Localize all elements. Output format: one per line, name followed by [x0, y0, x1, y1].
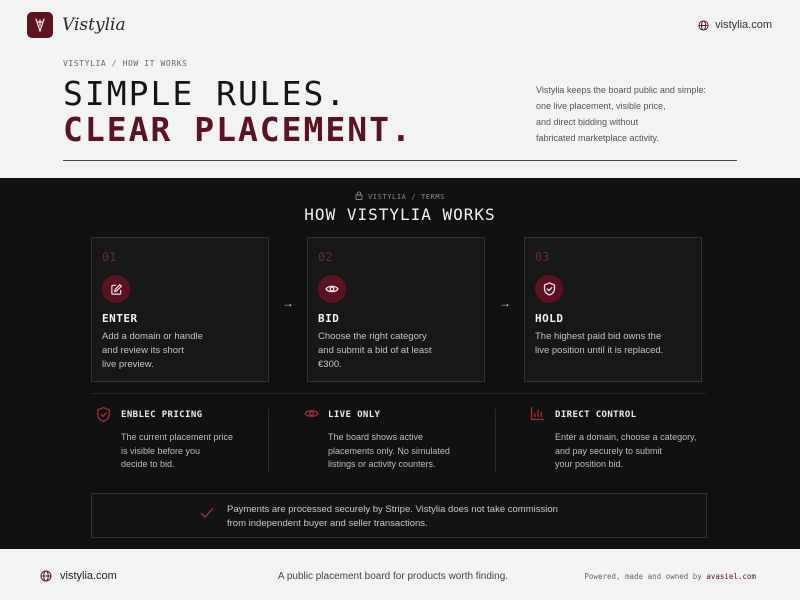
feature-title: DIRECT CONTROL	[555, 410, 637, 420]
lock-icon	[355, 191, 363, 200]
logo-icon	[27, 12, 53, 38]
feature-description-line: decide to bid.	[121, 459, 175, 469]
step-description	[318, 330, 478, 372]
hero-description-line: and direct bidding without	[536, 117, 639, 127]
step-card-hold	[524, 237, 702, 382]
eye-icon	[318, 275, 346, 303]
step-description-line: Add a domain or handle	[102, 331, 203, 342]
payment-notice	[91, 493, 707, 538]
feature-description-line: and pay securely to submit	[555, 445, 663, 456]
eye-icon	[303, 406, 320, 421]
feature-description-line: your position bid.	[555, 459, 624, 469]
feature-separator	[495, 409, 496, 473]
arrow-right-icon: →	[282, 296, 294, 310]
step-number: 03	[535, 250, 550, 264]
page-footer	[0, 549, 800, 600]
step-description	[535, 330, 695, 358]
terms-tag	[0, 191, 800, 201]
feature-title: LIVE ONLY	[328, 410, 381, 420]
step-description-line: live preview.	[102, 359, 154, 370]
features-divider	[91, 393, 706, 394]
feature-title: ENBLEC PRICING	[121, 410, 203, 420]
feature-separator	[268, 409, 269, 473]
step-description-line: €300.	[318, 359, 342, 370]
footer-site-link-label: vistylia.com	[60, 570, 117, 582]
breadcrumb: VISTYLIA / HOW IT WORKS	[63, 59, 188, 68]
feature-description-line: The current placement price	[121, 432, 234, 442]
feature-description-line: The board shows active	[328, 432, 424, 442]
step-title: ENTER	[102, 312, 138, 325]
step-number: 01	[102, 250, 117, 264]
footer-credit	[584, 572, 756, 581]
step-title: BID	[318, 312, 340, 325]
hero-title-line-1: SIMPLE RULES.	[63, 74, 348, 113]
check-icon	[200, 507, 214, 519]
shield-check-icon	[535, 275, 563, 303]
credit-link[interactable]: avasiel.com	[706, 572, 756, 581]
header-site-link-label: vistylia.com	[715, 19, 772, 31]
how-it-works-section	[0, 178, 800, 549]
hero-title-line-2: CLEAR PLACEMENT.	[63, 110, 413, 149]
step-title: HOLD	[535, 312, 564, 325]
step-card-enter	[91, 237, 269, 382]
brand-name: Vistylia	[62, 15, 126, 35]
footer-tagline: A public placement board for products worth finding.	[277, 571, 509, 582]
arrow-right-icon: →	[499, 296, 511, 310]
step-card-bid	[307, 237, 485, 382]
step-description-line: The highest paid bid owns the	[535, 331, 662, 342]
feature-description	[121, 431, 296, 472]
step-description-line: Choose the right category	[318, 331, 427, 342]
brand-logo-link[interactable]	[27, 12, 126, 38]
payment-notice-line: Payments are processed securely by Stripe. Vistylia does not take commission	[227, 504, 558, 515]
hero-description-line: fabricated marketplace activity.	[536, 133, 659, 143]
step-description	[102, 330, 262, 372]
section-title: HOW VISTYLIA WORKS	[304, 205, 496, 224]
payment-notice-line: from independent buyer and seller transactions.	[227, 518, 428, 529]
feature-description	[328, 431, 503, 472]
step-description-line: live position until it is replaced.	[535, 345, 664, 356]
page-header	[0, 0, 800, 178]
hero-description-line: Vistylia keeps the board public and simple:	[536, 85, 706, 95]
feature-description-line: listings or activity counters.	[328, 459, 436, 469]
header-site-link[interactable]	[698, 19, 772, 31]
feature-description-line: placements only. No simulated	[328, 445, 450, 456]
feature-description-line: is visible before you	[121, 445, 201, 456]
hero-divider	[63, 160, 737, 161]
feature-description	[555, 431, 730, 472]
shield-check-icon	[96, 406, 111, 423]
bar-chart-icon	[530, 406, 545, 421]
payment-notice-text	[227, 503, 558, 531]
edit-icon	[102, 275, 130, 303]
step-description-line: and submit a bid of at least	[318, 345, 432, 356]
globe-icon	[698, 20, 709, 31]
footer-credit-prefix: Powered, made and owned by	[584, 572, 707, 581]
terms-tag-label: VISTYLIA / TERMS	[367, 193, 446, 201]
step-description-line: and review its short	[102, 345, 184, 356]
feature-description-line: Enter a domain, choose a category,	[555, 432, 697, 442]
hero-description	[536, 82, 736, 146]
step-number: 02	[318, 250, 333, 264]
hero-description-line: one live placement, visible price,	[536, 101, 666, 111]
